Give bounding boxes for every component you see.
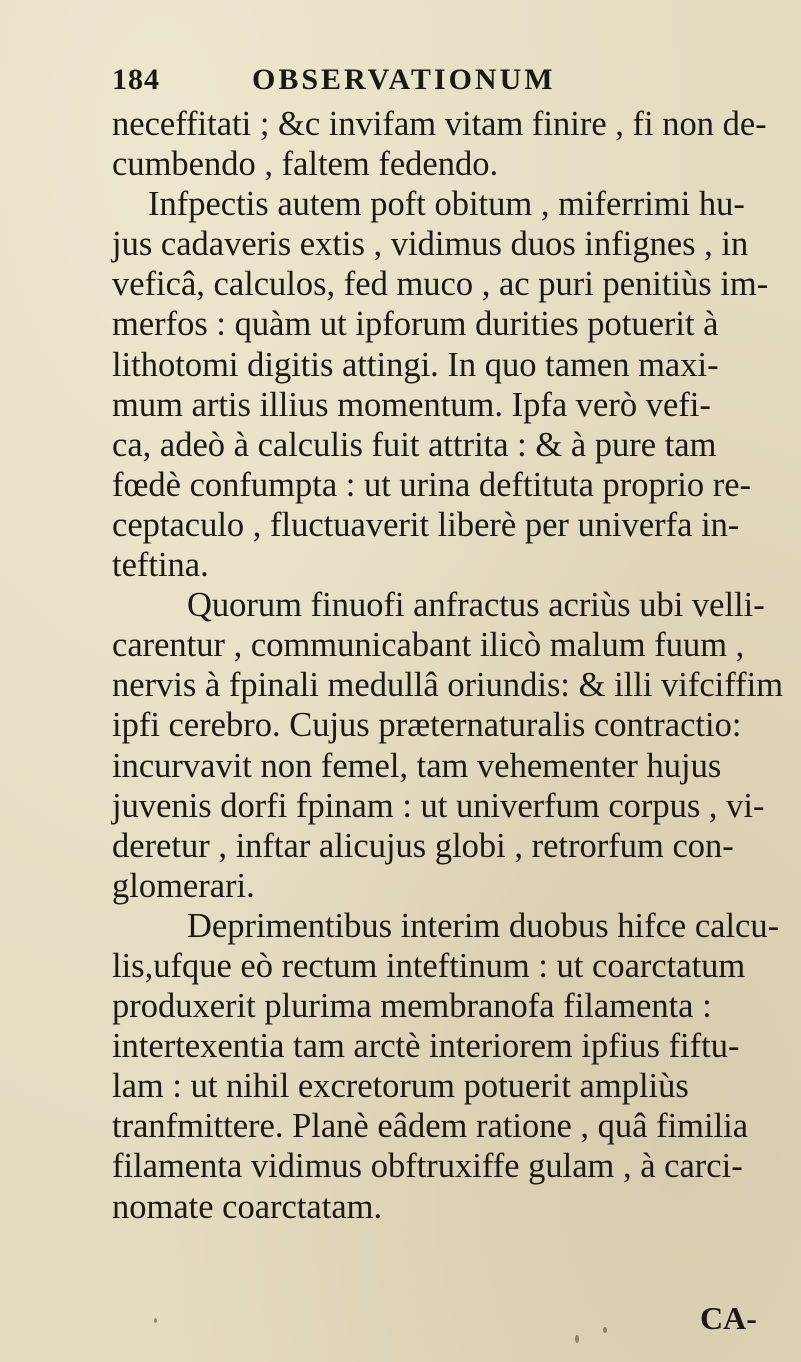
text-line: jus cadaveris extis , vidimus duos infignes , in [112,225,749,264]
text-line: nervis à fpinali medullâ oriundis: & illi vifciffim [112,666,784,705]
text-line: cumbendo , faltem fedendo. [112,145,499,184]
paragraph-start-line: Infpectis autem poft obitum , miferrimi hu- [148,185,745,224]
text-line: nomate coarctatam. [112,1187,383,1226]
text-line: ipfi cerebro. Cujus præternaturalis contractio: [112,706,742,745]
ink-speck [603,1327,607,1333]
running-head: OBSERVATIONUM [252,63,556,96]
text-line: carentur , communicabant ilicò malum fuum , [112,626,745,665]
text-line: produxerit plurima membranofa filamenta : [112,987,712,1026]
text-line: lithotomi digitis attingi. In quo tamen maxi- [112,345,719,384]
text-line: teftina. [112,546,209,585]
text-line: incurvavit non femel, tam vehementer hujus [112,746,722,785]
text-line: tranfmittere. Planè eâdem ratione , quâ fimilia [112,1107,749,1146]
text-line: lis,ufque eò rectum inteftinum : ut coarctatum [112,946,746,985]
text-line: deretur , inftar alicujus globi , retrorfum con- [112,826,734,865]
ink-speck [575,1335,579,1343]
text-line: veficâ, calculos, fed muco , ac puri penitiùs im- [112,265,769,304]
catchword: CA- [700,1300,757,1336]
text-line: ca, adeò à calculis fuit attrita : & à pure tam [112,425,717,464]
text-line: filamenta vidimus obftruxiffe gulam , à carci- [112,1147,743,1186]
page-header [112,58,712,102]
text-line: lam : ut nihil excretorum potuerit ampliùs [112,1067,689,1106]
text-line: juvenis dorfi fpinam : ut univerfum corpus , vi- [112,786,765,825]
paragraph-start-line: Quorum finuofi anfractus acriùs ubi velli- [187,586,765,625]
text-line: neceffitati ; &c invifam vitam finire , fi non de- [112,105,767,143]
text-line: fœdè confumpta : ut urina deftituta proprio re- [112,465,751,504]
body-text [112,104,792,1227]
paragraph-start-line: Deprimentibus interim duobus hifce calcu- [187,906,780,945]
text-line: intertexentia tam arctè interiorem ipfius fiftu- [112,1027,740,1066]
page-number: 184 [112,63,160,96]
text-line: glomerari. [112,866,255,905]
text-line: ceptaculo , fluctuaverit liberè per univerfa in- [112,505,740,544]
text-line: merfos : quàm ut ipforum durities potuerit à [112,305,719,344]
text-line: mum artis illius momentum. Ipfa verò vefi- [112,385,711,424]
ink-speck [154,1318,157,1323]
